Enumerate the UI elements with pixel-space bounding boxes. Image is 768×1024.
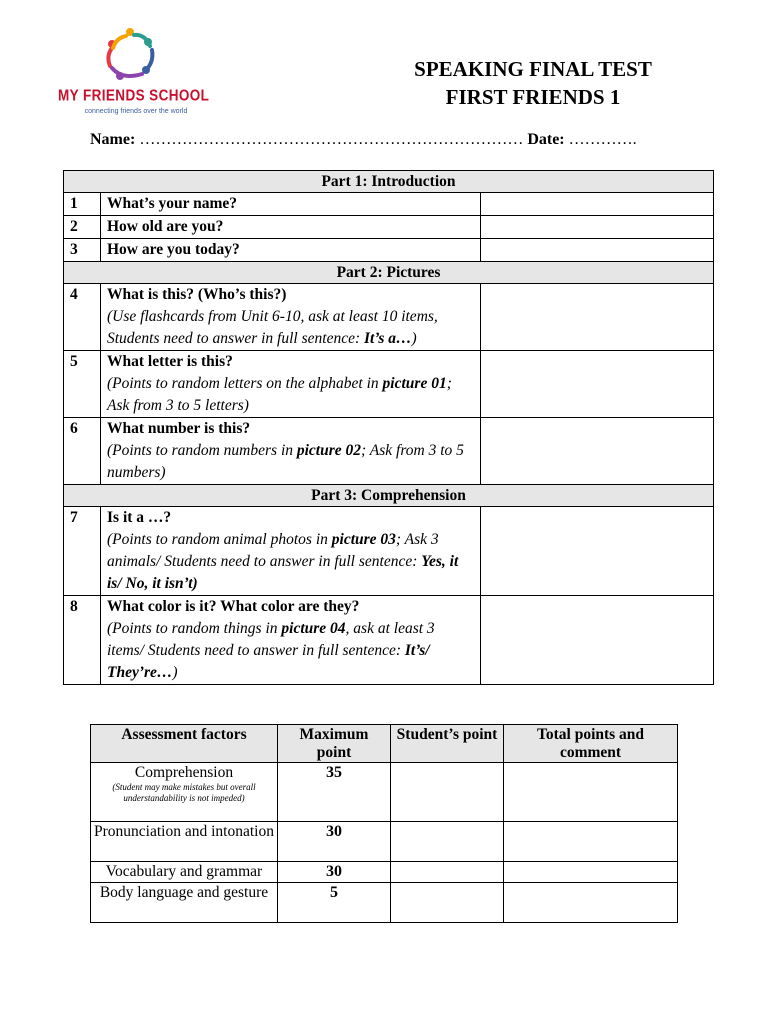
question-row [64,418,714,485]
answer-cell[interactable] [481,418,714,485]
question-instruction: (Points to random letters on the alphabet in picture 01; Ask from 3 to 5 letters) [107,375,452,414]
part-1-title: Part 1: Introduction [64,171,714,193]
question-instruction: (Use flashcards from Unit 6-10, ask at least 10 items, Students need to answer in full sentence: It’s a…) [107,308,438,347]
student-point-cell[interactable] [391,763,504,822]
assessment-table [90,724,678,923]
friends-circle-icon [100,26,160,84]
question-instruction: (Points to random numbers in picture 02; Ask from 3 to 5 numbers) [107,442,464,481]
question-row [64,351,714,418]
answer-cell[interactable] [481,284,714,351]
max-point: 35 [278,763,391,822]
question-cell [101,284,481,351]
max-point: 30 [278,822,391,862]
question-row [64,596,714,685]
comment-cell[interactable] [504,883,678,923]
student-point-cell[interactable] [391,883,504,923]
question-text: What number is this? [107,420,251,437]
header-max-point: Maximum point [278,725,391,763]
name-blank[interactable]: ……………………………………………………………… [135,131,528,148]
factor-name: Pronunciation and intonation [91,822,278,862]
logo-tagline: connecting friends over the world [84,108,188,115]
part-header [64,485,714,507]
question-row [64,507,714,596]
question-row [64,284,714,351]
question-instruction: (Points to random things in picture 04, ask at least 3 items/ Students need to answer in full sentence: It’s/ They’re…) [107,620,435,681]
question-row [64,193,714,216]
questions-table [63,170,714,685]
student-point-cell[interactable] [391,822,504,862]
question-cell [101,507,481,596]
factor-note: (Student may make mistakes but overall understandability is not impeded) [112,782,256,803]
question-number: 5 [64,351,101,418]
factor-name: Body language and gesture [91,883,278,923]
test-title: SPEAKING FINAL TEST [414,57,652,81]
comment-cell[interactable] [504,822,678,862]
question-number: 6 [64,418,101,485]
student-point-cell[interactable] [391,862,504,883]
header-total-comment: Total points and comment [504,725,678,763]
max-point: 5 [278,883,391,923]
question-text: What letter is this? [107,353,233,370]
part-2-title: Part 2: Pictures [64,262,714,284]
answer-cell[interactable] [481,193,714,216]
part-header [64,171,714,193]
question-text: What color is it? What color are they? [107,598,360,615]
part-header [64,262,714,284]
comment-cell[interactable] [504,862,678,883]
answer-cell[interactable] [481,351,714,418]
question-number: 7 [64,507,101,596]
question-number: 8 [64,596,101,685]
header-factors: Assessment factors [91,725,278,763]
question-cell [101,351,481,418]
school-logo [58,24,208,124]
factor-name: Vocabulary and grammar [91,862,278,883]
comment-cell[interactable] [504,763,678,822]
header-student-point: Student’s point [391,725,504,763]
question-text: How old are you? [101,216,481,239]
question-row [64,239,714,262]
answer-cell[interactable] [481,596,714,685]
name-label: Name: [90,131,136,148]
factor-name: Comprehension [134,764,234,781]
question-row [64,216,714,239]
factor-cell [91,763,278,822]
student-info-line [90,131,637,149]
question-text: Is it a …? [107,509,172,526]
course-title: FIRST FRIENDS 1 [445,85,621,109]
assessment-row [91,883,678,923]
answer-cell[interactable] [481,507,714,596]
assessment-row [91,763,678,822]
question-instruction: (Points to random animal photos in picture 03; Ask 3 animals/ Students need to answer in full sentence: Yes, it is/ No, it isn’t) [107,531,459,592]
assessment-header-row [91,725,678,763]
date-blank[interactable]: …………. [564,131,637,148]
answer-cell[interactable] [481,239,714,262]
question-number: 1 [64,193,101,216]
date-label: Date: [527,131,565,148]
answer-cell[interactable] [481,216,714,239]
max-point: 30 [278,862,391,883]
part-3-title: Part 3: Comprehension [64,485,714,507]
assessment-row [91,862,678,883]
question-number: 2 [64,216,101,239]
question-cell [101,596,481,685]
logo-school-name: MY FRIENDS SCHOOL [58,86,210,105]
question-cell [101,418,481,485]
assessment-row [91,822,678,862]
question-text: What is this? (Who’s this?) [107,286,287,303]
question-text: What’s your name? [101,193,481,216]
question-number: 4 [64,284,101,351]
question-number: 3 [64,239,101,262]
question-text: How are you today? [101,239,481,262]
